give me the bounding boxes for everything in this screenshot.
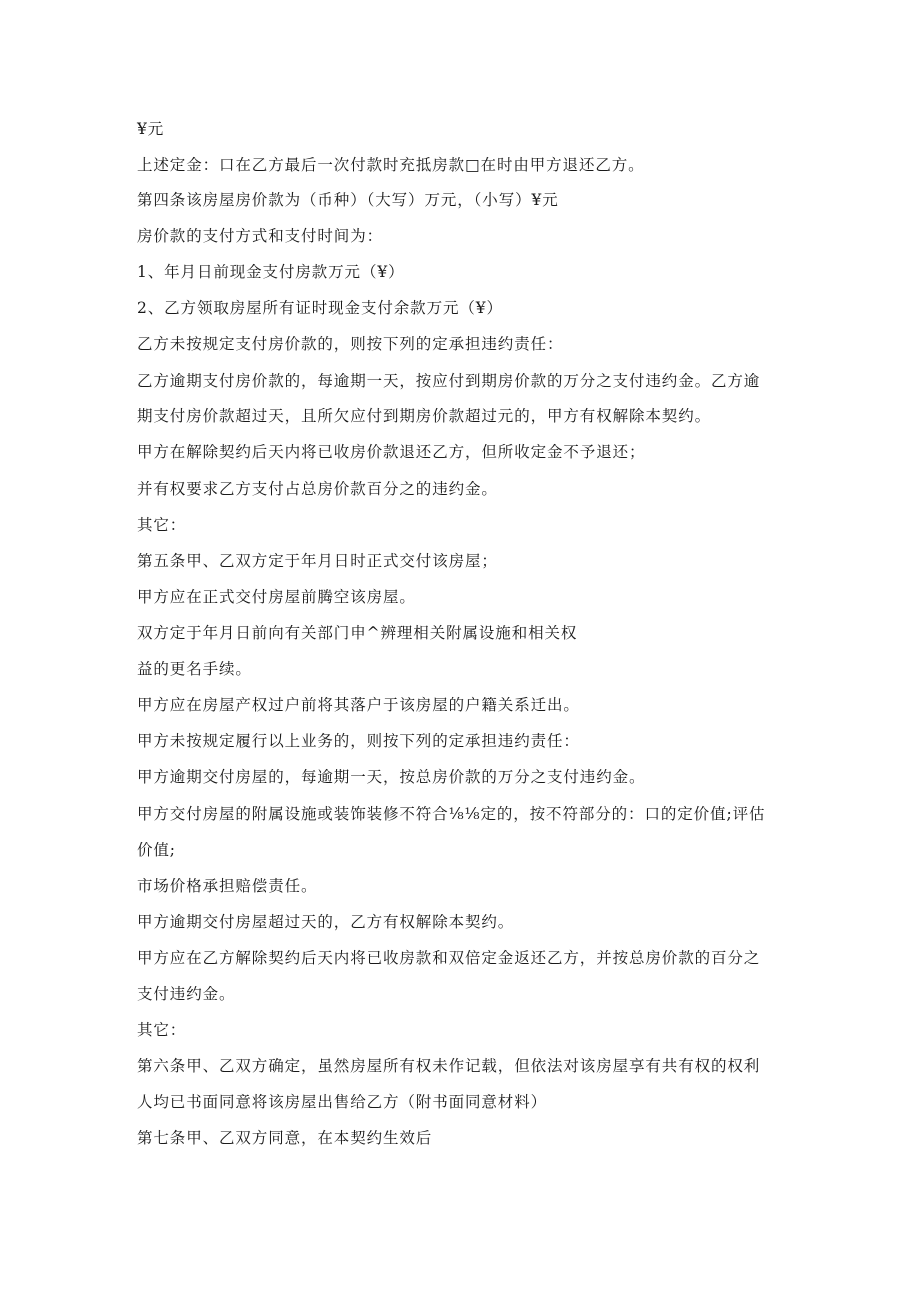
text-line: 第四条该房屋房价款为（币种）（大写）万元，（小写）¥元	[137, 191, 559, 209]
text-line: 期支付房价款超过天，且所欠应付到期房价款超过元的，甲方有权解除本契约。	[137, 407, 712, 425]
text-line: 第七条甲、乙双方同意，在本契约生效后	[137, 1129, 433, 1147]
text-line: 2、乙方领取房屋所有证时现金支付余款万元（¥）	[137, 299, 503, 317]
text-line: 并有权要求乙方支付占总房价款百分之的违约金。	[137, 480, 498, 498]
text-line: 甲方逾期交付房屋的，每逾期一天，按总房价款的万分之支付违约金。	[137, 768, 646, 786]
text-line: 甲方未按规定履行以上业务的，则按下列的定承担违约责任：	[137, 732, 580, 750]
text-line: 第六条甲、乙双方确定，虽然房屋所有权未作记载，但依法对该房屋享有共有权的权利	[137, 1057, 761, 1075]
text-line: 甲方逾期交付房屋超过天的，乙方有权解除本契约。	[137, 913, 515, 931]
text-line: 第五条甲、乙双方定于年月日时正式交付该房屋；	[137, 552, 498, 570]
text-line: 价值;	[137, 841, 176, 859]
text-line: 甲方应在房屋产权过户前将其落户于该房屋的户籍关系迁出。	[137, 696, 580, 714]
text-line: 支付违约金。	[137, 985, 236, 1003]
text-line: ¥元	[137, 120, 165, 138]
text-line: 市场价格承担赔偿责任。	[137, 877, 318, 895]
text-line: 乙方逾期支付房价款的，每逾期一天，按应付到期房价款的万分之支付违约金。乙方逾	[137, 372, 761, 390]
text-line: 双方定于年月日前向有关部门申^辨理相关附属设施和相关权	[137, 624, 578, 642]
text-line: 上述定金：口在乙方最后一次付款时充抵房款□在时由甲方退还乙方。	[137, 156, 645, 174]
text-line: 房价款的支付方式和支付时间为：	[137, 227, 384, 245]
text-line: 其它：	[137, 516, 187, 534]
text-line: 乙方未按规定支付房价款的，则按下列的定承担违约责任：	[137, 335, 564, 353]
text-line: 甲方应在正式交付房屋前腾空该房屋。	[137, 588, 416, 606]
text-line: 甲方应在乙方解除契约后天内将已收房款和双倍定金返还乙方，并按总房价款的百分之	[137, 949, 761, 967]
text-line: 其它：	[137, 1021, 187, 1039]
text-line: 人均已书面同意将该房屋出售给乙方（附书面同意材料）	[137, 1093, 548, 1111]
text-line: 甲方交付房屋的附属设施或装饰装修不符合⅛⅛定的，按不符部分的：口的定价值;评估	[137, 805, 766, 823]
text-line: 益的更名手续。	[137, 660, 252, 678]
text-line: 甲方在解除契约后天内将已收房价款退还乙方，但所收定金不予退还；	[137, 443, 646, 461]
text-line: 1、年月日前现金支付房款万元（¥）	[137, 263, 405, 281]
